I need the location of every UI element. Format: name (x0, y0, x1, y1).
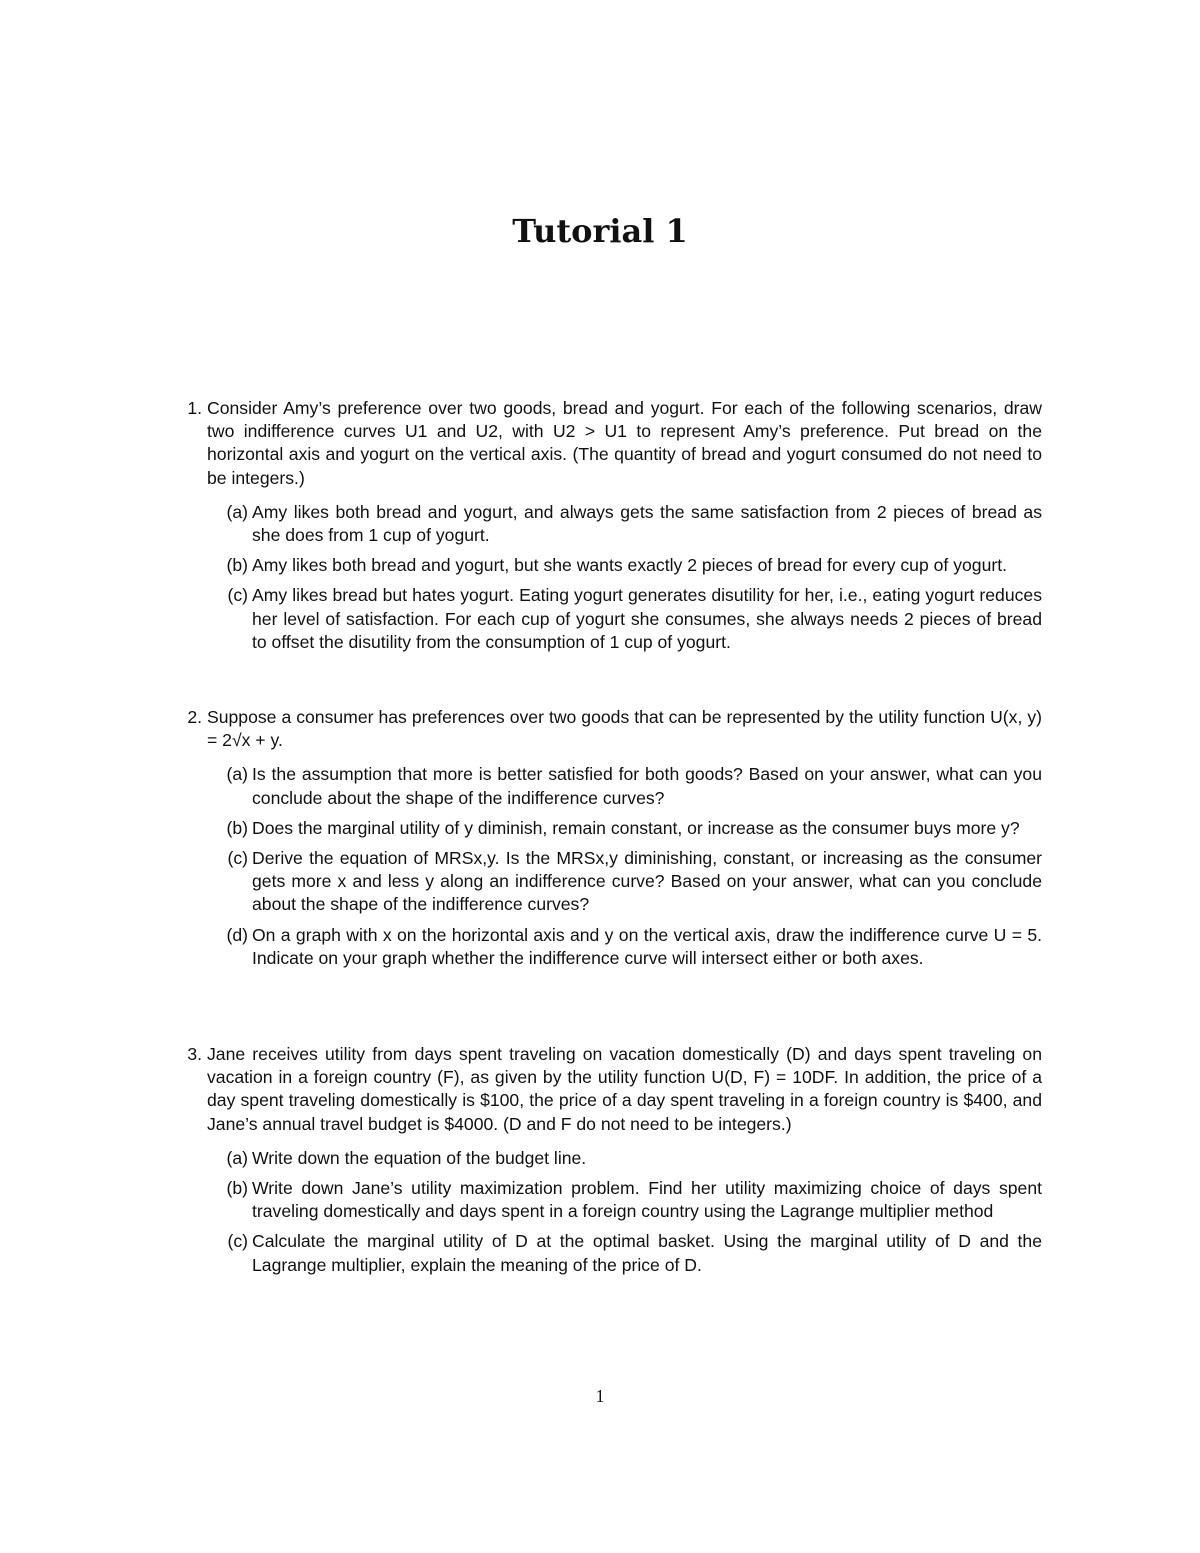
question-part (226, 501, 1042, 547)
question-part (226, 1177, 1042, 1223)
question-part (226, 554, 1042, 577)
part-text: On a graph with x on the horizontal axis and y on the vertical axis, draw the indifference curve U = 5. Indicate on your graph whether the indifference curve will intersect either or both axes. (252, 924, 1042, 968)
part-text: Amy likes both bread and yogurt, and always gets the same satisfaction from 2 pieces of bread as she does from 1 cup of yogurt. (252, 501, 1042, 546)
question-number: 3. (187, 1044, 202, 1064)
part-label: (b) (226, 555, 248, 576)
part-text: Write down the equation of the budget line. (252, 1147, 587, 1168)
page-number: 1 (595, 1386, 605, 1406)
part-text: Amy likes both bread and yogurt, but she wants exactly 2 pieces of bread for every cup of yogurt. (252, 555, 1007, 576)
question-part (227, 1230, 1042, 1276)
part-text: Amy likes bread but hates yogurt. Eating yogurt generates disutility for her, i.e., eating yogurt reduces her level of satisfaction. For each cup of yogurt she consumes, she always needs 2 pieces of bread to offset the disutility from the consumption of 1 cup of yogurt. (252, 585, 1042, 652)
part-text: Does the marginal utility of y diminish, remain constant, or increase as the consumer buys more y? (252, 817, 1020, 838)
question-text: Consider Amy’s preference over two goods, bread and yogurt. For each of the following scenarios, draw two indifference curves U1 and U2, with U2 > U1 to represent Amy’s preference. Put bread on the horizontal axis and yogurt on the vertical axis. (The quantity of bread and yogurt consumed do not need to be integers.) (207, 398, 1042, 488)
part-text: Derive the equation of MRSx,y. Is the MRSx,y diminishing, constant, or increasing as the consumer gets more x and less y along an indifference curve? Based on your answer, what can you conclude about the shape of the indifference curves? (252, 848, 1042, 915)
part-text: Is the assumption that more is better satisfied for both goods? Based on your answer, what can you conclude about the shape of the indifference curves? (252, 764, 1042, 808)
part-label: (c) (227, 848, 248, 869)
page-title: Tutorial 1 (512, 212, 688, 250)
part-label: (c) (227, 585, 248, 606)
part-label: (a) (226, 1147, 248, 1168)
part-text: Write down Jane’s utility maximization problem. Find her utility maximizing choice of days spent traveling domestically and days spent in a foreign country using the Lagrange multiplier method (252, 1178, 1042, 1222)
question-part (227, 847, 1042, 917)
question-part (226, 924, 1042, 970)
part-label: (b) (226, 1178, 248, 1199)
question-part (226, 817, 1042, 840)
question-parts (172, 1147, 1042, 1277)
question-part (226, 763, 1042, 809)
part-label: (b) (226, 817, 248, 838)
part-label: (a) (226, 764, 248, 785)
question-1 (172, 397, 1042, 661)
question-part (227, 584, 1042, 654)
part-label: (c) (227, 1231, 248, 1252)
question-2 (172, 706, 1042, 977)
question-3 (172, 1043, 1042, 1284)
question-text: Suppose a consumer has preferences over two goods that can be represented by the utility function U(x, y) = 2√x + y. (207, 707, 1042, 751)
part-label: (d) (226, 924, 248, 945)
question-number: 1. (187, 398, 202, 418)
question-parts (172, 763, 1042, 970)
question-part (226, 1147, 1042, 1170)
part-text: Calculate the marginal utility of D at the optimal basket. Using the marginal utility of D and the Lagrange multiplier, explain the meaning of the price of D. (252, 1231, 1042, 1275)
question-number: 2. (187, 707, 202, 727)
question-parts (172, 501, 1042, 654)
part-label: (a) (226, 501, 248, 522)
question-text: Jane receives utility from days spent traveling on vacation domestically (D) and days spent traveling on vacation in a foreign country (F), as given by the utility function U(D, F) = 10DF. In addition, the price of a day spent traveling domestically is $100, the price of a day spent traveling in a foreign country is $400, and Jane’s annual travel budget is $4000. (D and F do not need to be integers.) (207, 1044, 1042, 1134)
